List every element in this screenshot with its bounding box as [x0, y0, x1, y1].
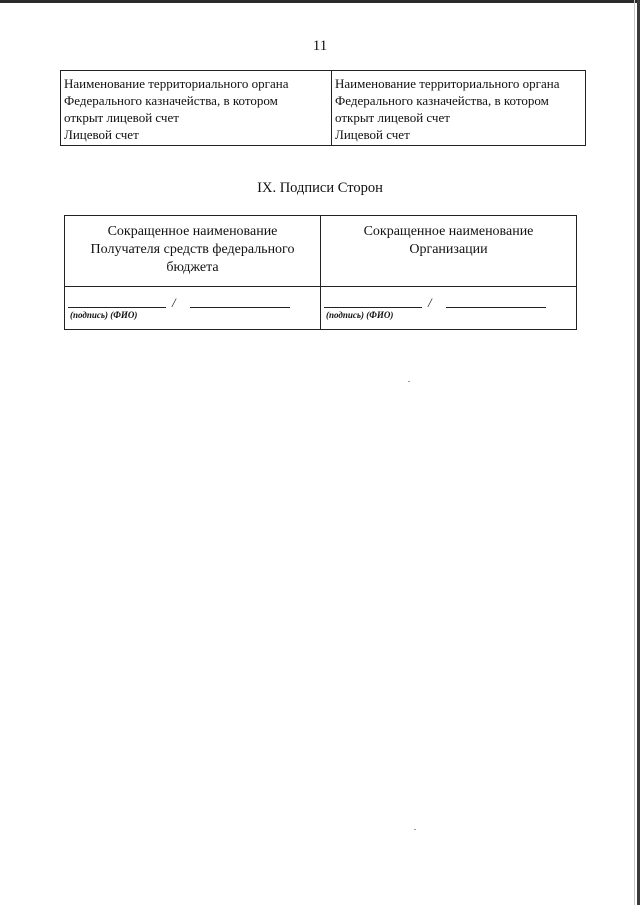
signatures-table: [64, 215, 577, 330]
signature-line: [324, 307, 422, 308]
bank-details-line: Федерального казначейства, в котором: [64, 93, 278, 108]
bank-details-line: Лицевой счет: [335, 127, 410, 142]
signatures-left-header: [65, 216, 321, 287]
bank-details-line: Наименование территориального органа: [64, 76, 289, 91]
scan-edge-right-inner: [634, 0, 635, 905]
header-line: бюджета: [166, 260, 219, 275]
signature-right-cell: [321, 287, 577, 330]
bank-details-line: Наименование территориального органа: [335, 76, 560, 91]
signatures-right-header: [321, 216, 577, 287]
signature-slash: /: [428, 295, 432, 310]
bank-details-right-cell: [332, 71, 586, 146]
signature-block-left: [68, 295, 308, 325]
bank-details-table: [60, 70, 586, 146]
bank-details-line: открыт лицевой счет: [335, 110, 450, 125]
bank-details-line: Федерального казначейства, в котором: [335, 93, 549, 108]
bank-details-line: Лицевой счет: [64, 127, 139, 142]
signature-caption: (подпись) (ФИО): [326, 310, 394, 320]
header-line: Сокращенное наименование: [363, 224, 534, 239]
bank-details-left-cell: [61, 71, 332, 146]
scan-speck: [408, 381, 410, 382]
header-line: Получателя средств федерального: [90, 242, 295, 257]
bank-details-line: открыт лицевой счет: [64, 110, 179, 125]
signature-slash: /: [172, 295, 176, 310]
page-number: 11: [312, 38, 328, 54]
scan-edge-top: [0, 0, 640, 3]
signature-block-right: [324, 295, 564, 325]
signature-caption: (подпись) (ФИО): [70, 310, 138, 320]
signature-line: [68, 307, 166, 308]
full-name-line: [190, 307, 290, 308]
full-name-line: [446, 307, 546, 308]
header-line: Организации: [409, 242, 488, 257]
scan-speck: [414, 829, 416, 830]
signature-left-cell: [65, 287, 321, 330]
header-line: Сокращенное наименование: [107, 224, 278, 239]
section-title: IX. Подписи Сторон: [257, 180, 383, 196]
